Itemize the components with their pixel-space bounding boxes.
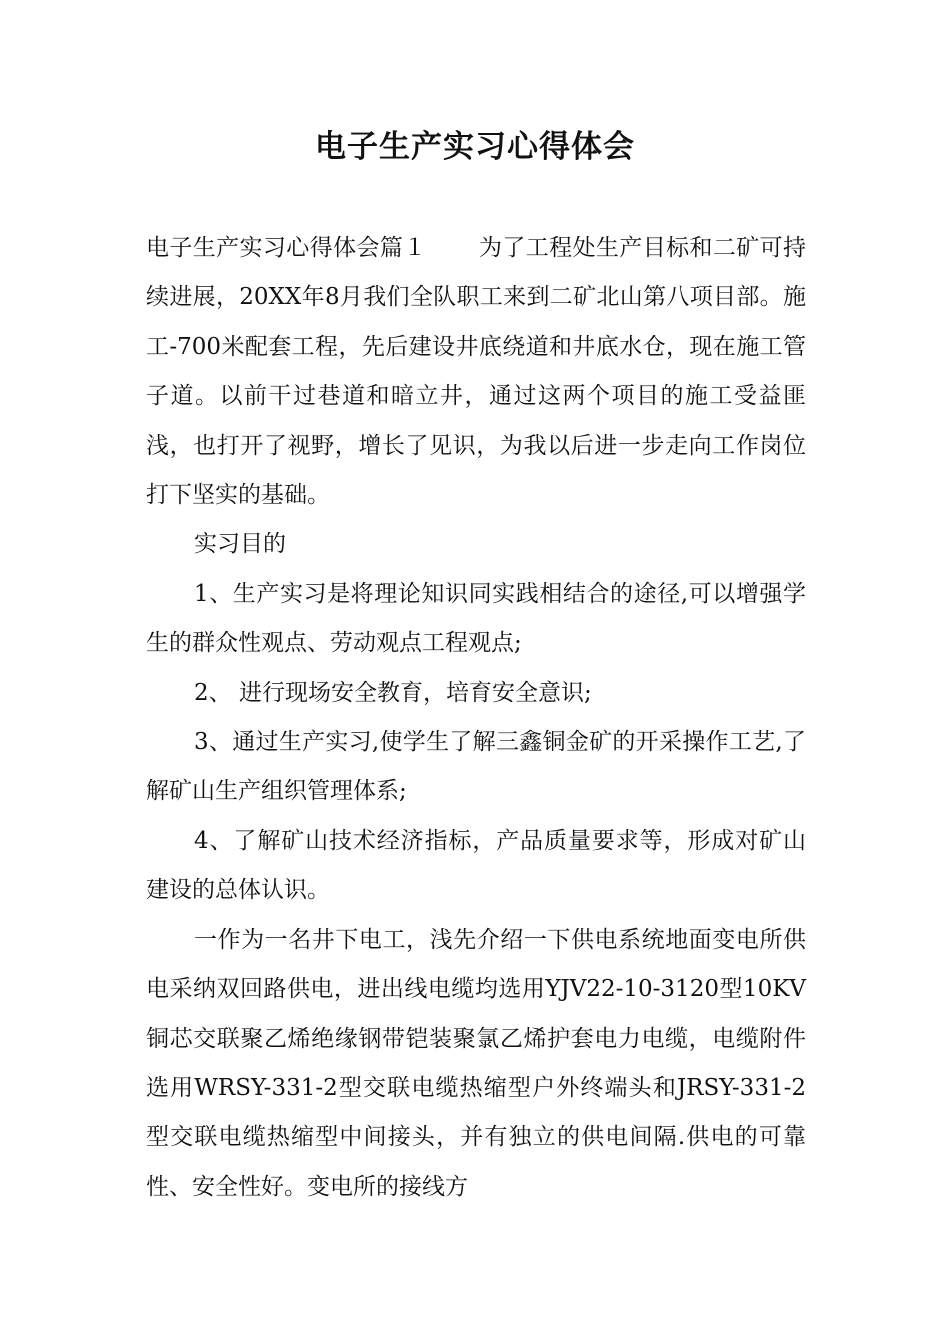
intro-paragraph [146, 224, 806, 520]
paragraph-item-2: 2、 进行现场安全教育，培育安全意识; [194, 679, 592, 706]
section-heading-purpose: 实习目的 [194, 531, 286, 558]
page-title: 电子生产实习心得体会 [315, 129, 635, 165]
paragraph-item-1: 1、生产实习是将理论知识同实践相结合的途径,可以增强学生的群众性观点、劳动观点工程观点; [146, 580, 806, 657]
paragraph-item-4: 4、了解矿山技术经济指标，产品质量要求等，形成对矿山建设的总体认识。 [146, 827, 806, 904]
document-body [146, 224, 806, 1212]
paragraph-power-supply: 一作为一名井下电工，浅先介绍一下供电系统地面变电所供电采纳双回路供电，进出线电缆均选用YJV22-10-3120型10KV铜芯交联聚乙烯绝缘钢带铠装聚氯乙烯护套电力电缆，电缆附件选用WRSY-331-2型交联电缆热缩型户外终端头和JRSY-331-2型交联电缆热缩型中间接头，并有独立的供电间隔.供电的可靠性、安全性好。变电所的接线方 [146, 926, 806, 1200]
paragraph-item-3: 3、通过生产实习,使学生了解三鑫铜金矿的开采操作工艺,了解矿山生产组织管理体系; [146, 729, 806, 805]
intro-heading: 电子生产实习心得体会篇１ [146, 235, 427, 261]
intro-text: 为了工程处生产目标和二矿可持续进展，20XX年8月我们全队职工来到二矿北山第八项目部。施工-700米配套工程，先后建设井底绕道和井底水仓，现在施工管子道。以前干过巷道和暗立井，通过这两个项目的施工受益匪浅，也打开了视野，增长了见识，为我以后进一步走向工作岗位打下坚实的基础。 [146, 235, 807, 509]
